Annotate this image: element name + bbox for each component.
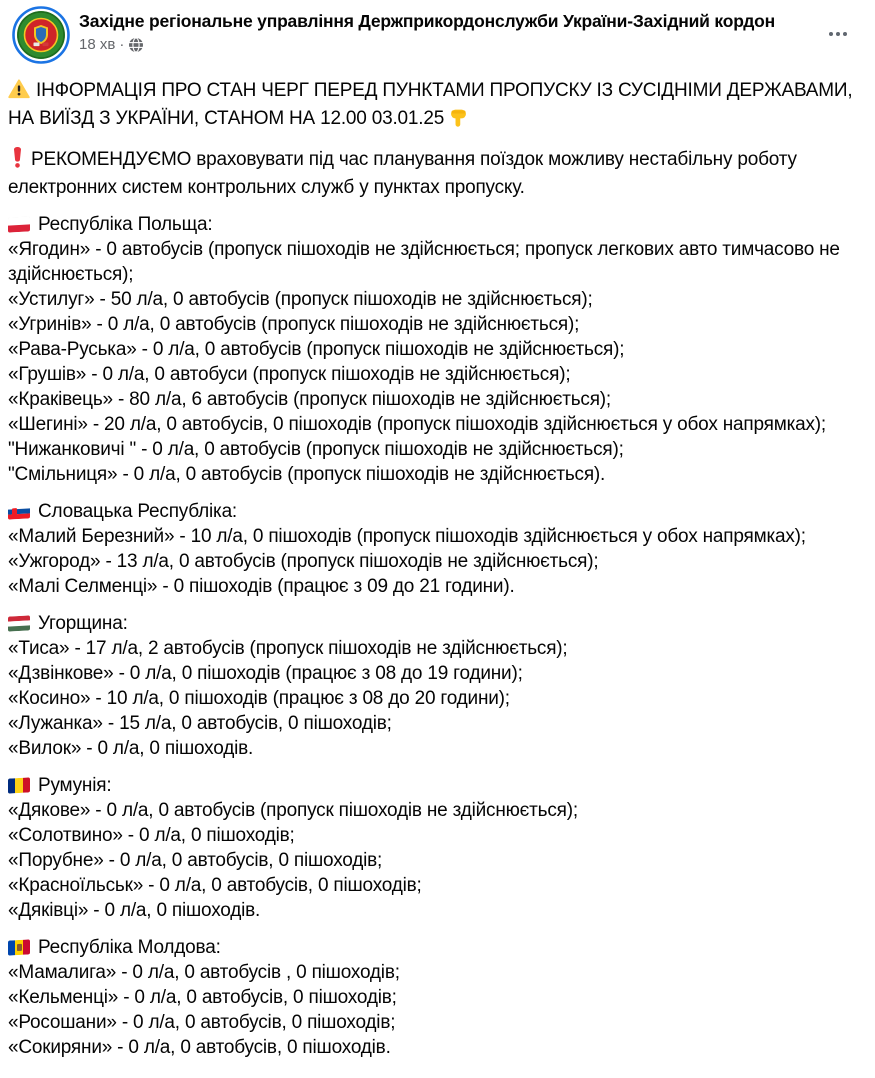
country-header [8, 935, 867, 960]
crossing-status-line: «Дяківці» - 0 л/а, 0 пішоходів. [8, 900, 261, 921]
header-text [79, 6, 775, 54]
country-section [8, 935, 867, 1060]
post-body [0, 68, 875, 1078]
slovakia-flag-icon [8, 503, 30, 519]
crossing-status-line: «Косино» - 10 л/а, 0 пішоходів (працює з 08 до 20 години); [8, 688, 510, 709]
crossing-status-line: «Росошани» - 0 л/а, 0 автобусів, 0 пішоходів; [8, 1012, 396, 1033]
crossing-status-line: «Тиса» - 17 л/а, 2 автобусів (пропуск пішоходів не здійснюється); [8, 638, 568, 659]
red-exclamation-icon [13, 147, 22, 175]
country-section [8, 499, 867, 599]
country-header [8, 499, 867, 524]
crossing-status-line: «Устилуг» - 50 л/а, 0 автобусів (пропуск пішоходів не здійснюється); [8, 289, 593, 310]
crossing-status-line: «Шегині» - 20 л/а, 0 автобусів, 0 пішоходів (пропуск пішоходів здійснюється у обох напрямках); [8, 414, 826, 435]
country-name: Румунія: [38, 775, 112, 796]
moldova-flag-icon [8, 939, 30, 955]
crossing-status-line: «Мамалига» - 0 л/а, 0 автобусів , 0 пішоходів; [8, 962, 400, 983]
page-avatar[interactable] [12, 6, 70, 64]
hungary-flag-icon [8, 615, 30, 631]
crossing-status-line: «Солотвино» - 0 л/а, 0 пішоходів; [8, 825, 295, 846]
crossing-list [8, 960, 867, 1060]
crossing-status-line: «Краківець» - 80 л/а, 6 автобусів (пропуск пішоходів не здійснюється); [8, 389, 611, 410]
crossing-status-line: «Дякове» - 0 л/а, 0 автобусів (пропуск пішоходів не здійснюється); [8, 800, 578, 821]
country-header [8, 212, 867, 237]
country-name: Республіка Молдова: [38, 937, 221, 958]
crossing-status-line: «Малий Березний» - 10 л/а, 0 пішоходів (пропуск пішоходів здійснюється у обох напрямках); [8, 526, 806, 547]
crossing-status-line: «Дзвінкове» - 0 л/а, 0 пішоходів (працює з 08 до 19 години); [8, 663, 523, 684]
recommendation-text: РЕКОМЕНДУЄМО враховувати під час планування поїздок можливу нестабільну роботу електронних систем контрольних служб у пунктах пропуску. [8, 149, 797, 198]
country-name: Республіка Польща: [38, 214, 213, 235]
crossing-status-line: «Лужанка» - 15 л/а, 0 автобусів, 0 пішоходів; [8, 713, 392, 734]
more-options-icon [829, 32, 833, 36]
post-header [0, 0, 875, 68]
country-header [8, 773, 867, 798]
page-name-link[interactable]: Західне регіональне управління Держприкордонслужби України-Західний кордон [79, 11, 776, 31]
country-name: Словацька Республіка: [38, 501, 238, 522]
crossing-status-line: «Вилок» - 0 л/а, 0 пішоходів. [8, 738, 254, 759]
crossing-list [8, 636, 867, 761]
crossing-list [8, 524, 867, 599]
border-guard-emblem-icon [12, 6, 70, 64]
crossing-list [8, 798, 867, 923]
crossing-status-line: «Рава-Руська» - 0 л/а, 0 автобусів (пропуск пішоходів не здійснюється); [8, 339, 625, 360]
pointing-down-icon [448, 107, 469, 135]
poland-flag-icon [8, 216, 30, 232]
post-meta [79, 35, 775, 54]
country-sections [8, 212, 867, 1060]
crossing-list [8, 237, 867, 487]
country-header [8, 611, 867, 636]
crossing-status-line: «Малі Селменці» - 0 пішоходів (працює з 09 до 21 години). [8, 576, 515, 597]
warning-triangle-icon [8, 79, 30, 106]
crossing-status-line: «Ягодин» - 0 автобусів (пропуск пішоходів не здійснюється; пропуск легкових авто тимчасово не здійснюється); [8, 239, 840, 285]
crossing-status-line: «Ужгород» - 13 л/а, 0 автобусів (пропуск пішоходів не здійснюється); [8, 551, 599, 572]
country-name: Угорщина: [38, 613, 128, 634]
romania-flag-icon [8, 777, 30, 793]
crossing-status-line: «Кельменці» - 0 л/а, 0 автобусів, 0 пішоходів; [8, 987, 397, 1008]
country-section [8, 773, 867, 923]
crossing-status-line: «Порубне» - 0 л/а, 0 автобусів, 0 пішоходів; [8, 850, 383, 871]
globe-icon [128, 37, 144, 53]
country-section [8, 212, 867, 487]
crossing-status-line: "Нижанковичі " - 0 л/а, 0 автобусів (пропуск пішоходів не здійснюється); [8, 439, 624, 460]
crossing-status-line: «Грушів» - 0 л/а, 0 автобуси (пропуск пішоходів не здійснюється); [8, 364, 571, 385]
meta-separator: · [119, 36, 125, 53]
timestamp-link[interactable]: 18 хв [79, 36, 116, 53]
intro-text: ІНФОРМАЦІЯ ПРО СТАН ЧЕРГ ПЕРЕД ПУНКТАМИ ПРОПУСКУ ІЗ СУСІДНІМИ ДЕРЖАВАМИ, НА ВИЇЗД З УКРАЇНИ, СТАНОМ НА 12.00 03.01.25 [8, 80, 853, 129]
crossing-status-line: «Угринів» - 0 л/а, 0 автобусів (пропуск пішоходів не здійснюється); [8, 314, 580, 335]
country-section [8, 611, 867, 761]
crossing-status-line: «Сокиряни» - 0 л/а, 0 автобусів, 0 пішоходів. [8, 1037, 391, 1058]
post-intro-paragraph [8, 78, 867, 135]
crossing-status-line: «Красноїльськ» - 0 л/а, 0 автобусів, 0 пішоходів; [8, 875, 422, 896]
more-options-button[interactable] [823, 26, 853, 42]
crossing-status-line: "Смільниця» - 0 л/а, 0 автобусів (пропуск пішоходів не здійснюється). [8, 464, 606, 485]
post-recommendation-paragraph [8, 147, 867, 200]
